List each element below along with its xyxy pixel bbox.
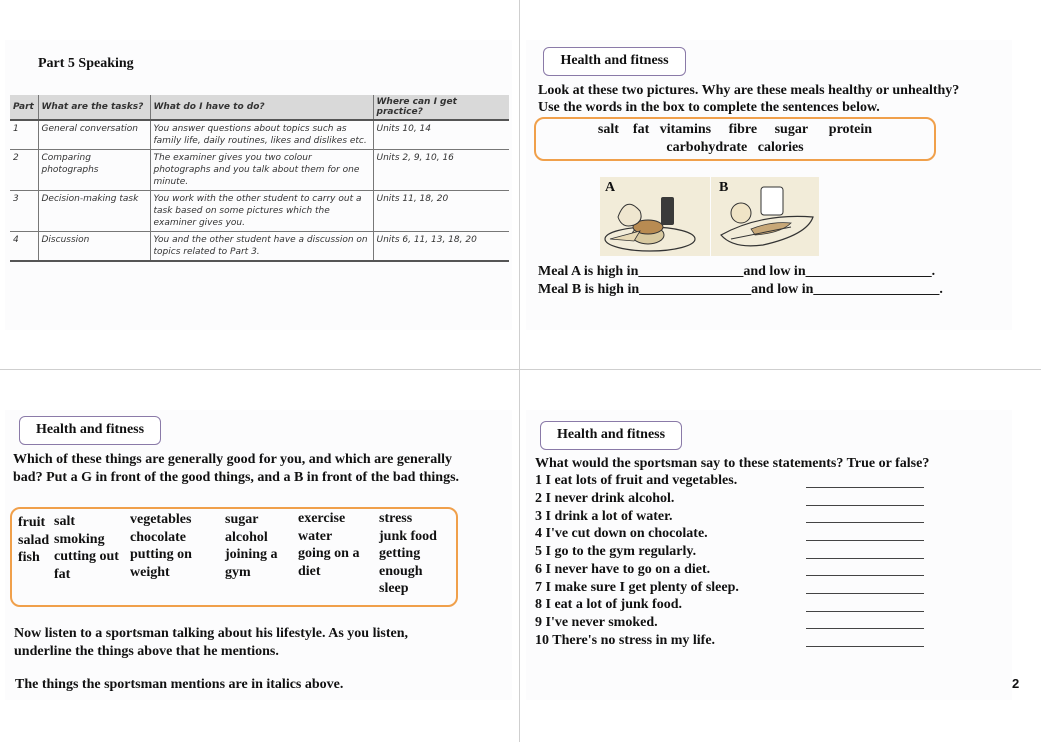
word-column-4 xyxy=(225,511,278,581)
vertical-divider xyxy=(519,0,520,742)
word-item: exercise xyxy=(298,511,346,526)
answer-blank[interactable] xyxy=(806,505,924,506)
statement-row: 8 I eat a lot of junk food. xyxy=(535,597,683,612)
statement-row: 4 I've cut down on chocolate. xyxy=(535,526,708,541)
statement-row: 10 There's no stress in my life. xyxy=(535,633,716,648)
table-cell: Units 6, 11, 13, 18, 20 xyxy=(373,232,509,262)
table-row xyxy=(10,232,509,262)
table-cell: Decision-making task xyxy=(38,191,150,232)
word-box-line-1: salt fat vitamins fibre sugar protein xyxy=(597,122,873,137)
word-item: junk food xyxy=(379,528,437,544)
statement-row: 3 I drink a lot of water. xyxy=(535,509,673,524)
table-cell: Comparing photographs xyxy=(38,150,150,191)
word-column-3 xyxy=(130,511,192,581)
word-item: cutting out xyxy=(54,549,119,564)
horizontal-divider xyxy=(0,369,1041,370)
table-header: What are the tasks? xyxy=(38,95,150,120)
answer-blank[interactable] xyxy=(806,487,924,488)
meal-a-illustration xyxy=(600,177,710,256)
statement-row: 7 I make sure I get plenty of sleep. xyxy=(535,580,739,595)
answer-blank[interactable] xyxy=(806,540,924,541)
table-cell: 4 xyxy=(10,232,38,262)
answer-blank[interactable] xyxy=(806,575,924,576)
statement-row: 9 I've never smoked. xyxy=(535,615,658,630)
table-header: Where can I get practice? xyxy=(373,95,509,120)
answer-blank[interactable] xyxy=(806,593,924,594)
answer-blank[interactable] xyxy=(806,558,924,559)
word-item: sugar xyxy=(225,512,259,527)
slide-title: Health and fitness xyxy=(19,416,161,445)
answer-blank[interactable] xyxy=(806,522,924,523)
statement-row: 5 I go to the gym regularly. xyxy=(535,544,697,559)
listen-instruction: Now listen to a sportsman talking about his lifestyle. As you listen, underline the things above that he mentions. xyxy=(14,626,408,659)
table-cell: The examiner gives you two colour photographs and you talk about them for one minute. xyxy=(150,150,373,191)
word-item: getting xyxy=(379,546,421,561)
word-item: putting on xyxy=(130,547,192,562)
table-cell: Units 10, 14 xyxy=(373,120,509,150)
table-row xyxy=(10,150,509,191)
part5-table xyxy=(10,95,509,262)
meal-a-sentence: Meal A is high in_______________and low in__________________. xyxy=(538,264,936,279)
table-header: Part xyxy=(10,95,38,120)
word-item: chocolate xyxy=(130,529,186,545)
statement-row: 1 I eat lots of fruit and vegetables. xyxy=(535,473,738,488)
table-cell: Units 2, 9, 10, 16 xyxy=(373,150,509,191)
table-cell: You and the other student have a discussion on topics related to Part 3. xyxy=(150,232,373,262)
table-cell: 2 xyxy=(10,150,38,191)
slide-title: Health and fitness xyxy=(543,47,686,76)
word-item: sleep xyxy=(379,581,409,596)
table-cell: You work with the other student to carry out a task based on some pictures which the examiner gives you. xyxy=(150,191,373,232)
table-cell: General conversation xyxy=(38,120,150,150)
table-row xyxy=(10,120,509,150)
word-item: water xyxy=(298,528,333,544)
word-item: smoking xyxy=(54,531,105,547)
table-cell: You answer questions about topics such as family life, daily routines, likes and dislikes etc. xyxy=(150,120,373,150)
table-cell: Discussion xyxy=(38,232,150,262)
meals-instruction-1: Look at these two pictures. Why are these meals healthy or unhealthy? xyxy=(538,83,960,98)
table-cell: 3 xyxy=(10,191,38,232)
word-item: joining a xyxy=(225,547,278,562)
true-false-instruction: What would the sportsman say to these statements? True or false? xyxy=(535,456,930,471)
meal-a-label: A xyxy=(605,180,616,195)
part5-heading: Part 5 Speaking xyxy=(38,56,134,71)
word-item: vegetables xyxy=(130,512,192,527)
table-header: What do I have to do? xyxy=(150,95,373,120)
page-number: 2 xyxy=(1012,676,1020,691)
answer-blank[interactable] xyxy=(806,611,924,612)
meal-b-label: B xyxy=(719,180,729,195)
table-row xyxy=(10,191,509,232)
table-header-row xyxy=(10,95,509,120)
meals-instruction-2: Use the words in the box to complete the sentences below. xyxy=(538,100,880,115)
word-item: weight xyxy=(130,564,170,580)
footer-note: The things the sportsman mentions are in italics above. xyxy=(15,677,344,692)
word-item: enough xyxy=(379,563,423,579)
word-box-line-2: carbohydrate calories xyxy=(666,140,804,155)
answer-blank[interactable] xyxy=(806,646,924,647)
word-item: fat xyxy=(54,566,71,582)
word-column-6 xyxy=(379,510,437,598)
word-item: fruit xyxy=(18,515,46,530)
answer-blank[interactable] xyxy=(806,628,924,629)
slide-title: Health and fitness xyxy=(540,421,682,450)
table-cell: Units 11, 18, 20 xyxy=(373,191,509,232)
word-column-5 xyxy=(298,510,359,580)
word-item: salt xyxy=(54,514,75,529)
meal-b-sentence: Meal B is high in________________and low in__________________. xyxy=(538,282,943,297)
statement-row: 2 I never drink alcohol. xyxy=(535,491,675,506)
word-column-2 xyxy=(54,513,119,583)
word-column-1 xyxy=(18,514,49,567)
good-bad-instruction: Which of these things are generally good for you, and which are generally bad? Put a G in front of the good things, and a B in front of the bad things. xyxy=(13,452,460,485)
word-item: salad xyxy=(18,532,50,548)
word-item: alcohol xyxy=(225,529,268,545)
statement-row: 6 I never have to go on a diet. xyxy=(535,562,711,577)
word-item: gym xyxy=(225,564,251,580)
meal-a-picture xyxy=(600,177,710,256)
word-item: going on a xyxy=(298,546,360,561)
table-cell: 1 xyxy=(10,120,38,150)
word-item: diet xyxy=(298,563,321,579)
word-item: fish xyxy=(18,550,40,565)
word-item: stress xyxy=(379,511,413,526)
